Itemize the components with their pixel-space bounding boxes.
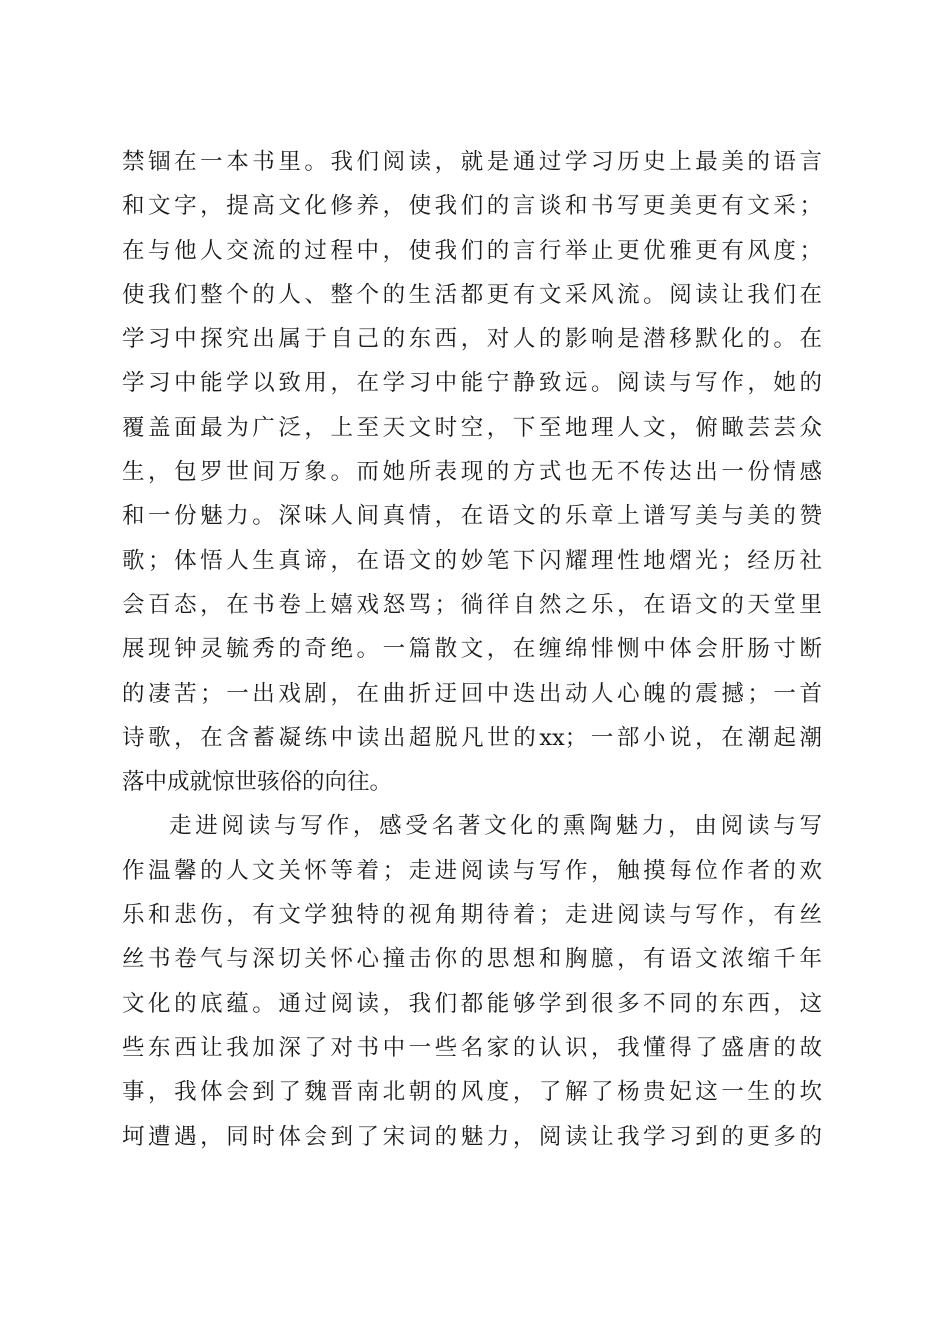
text-line: 丝书卷气与深切关怀心撞击你的思想和胸臆，有语文浓缩千年 [122,946,822,973]
text-line: 作温馨的人文关怀等着；走进阅读与写作，触摸每位作者的欢 [122,857,822,884]
text-line: 会百态，在书卷上嬉戏怒骂；徜徉自然之乐，在语文的天堂里 [122,591,822,618]
text-line: 和文字，提高文化修养，使我们的言谈和书写更美更有文采； [122,193,822,220]
text-line: 坷遭遇，同时体会到了宋词的魅力，阅读让我学习到的更多的 [122,1123,822,1150]
text-line: 覆盖面最为广泛，上至天文时空，下至地理人文，俯瞰芸芸众 [122,414,822,441]
text-line: 学习中能学以致用，在学习中能宁静致远。阅读与写作，她的 [122,370,822,397]
text-line: 事，我体会到了魏晋南北朝的风度，了解了杨贵妃这一生的坎 [122,1079,822,1106]
text-line: 文化的底蕴。通过阅读，我们都能够学到很多不同的东西，这 [122,990,822,1017]
text-line: 在与他人交流的过程中，使我们的言行举止更优雅更有风度； [122,237,822,264]
text-line: 乐和悲伤，有文学独特的视角期待着；走进阅读与写作，有丝 [122,902,822,929]
text-line: 展现钟灵毓秀的奇绝。一篇散文，在缠绵悱恻中体会肝肠寸断 [122,636,822,663]
text-line: 禁锢在一本书里。我们阅读，就是通过学习历史上最美的语言 [122,149,822,175]
text-line: 使我们整个的人、整个的生活都更有文采风流。阅读让我们在 [122,281,822,308]
text-line: 生，包罗世间万象。而她所表现的方式也无不传达出一份情感 [122,459,822,486]
document-page [122,140,822,1159]
paragraph-last-line: 落中成就惊世骇俗的向往。 [122,769,393,796]
paragraph-first-line: 走进阅读与写作，感受名著文化的熏陶魅力，由阅读与写 [169,813,822,840]
text-line: 和一份魅力。深味人间真情，在语文的乐章上谱写美与美的赞 [122,503,822,530]
text-line: 诗歌，在含蓄凝练中读出超脱凡世的xx；一部小说，在潮起潮 [122,724,822,751]
text-line: 歌；体悟人生真谛，在语文的妙笔下闪耀理性地熠光；经历社 [122,547,822,574]
text-line: 的凄苦；一出戏剧，在曲折迂回中迭出动人心魄的震撼；一首 [122,680,822,707]
text-line: 学习中探究出属于自己的东西，对人的影响是潜移默化的。在 [122,326,822,353]
text-line: 些东西让我加深了对书中一些名家的认识，我懂得了盛唐的故 [122,1034,822,1061]
